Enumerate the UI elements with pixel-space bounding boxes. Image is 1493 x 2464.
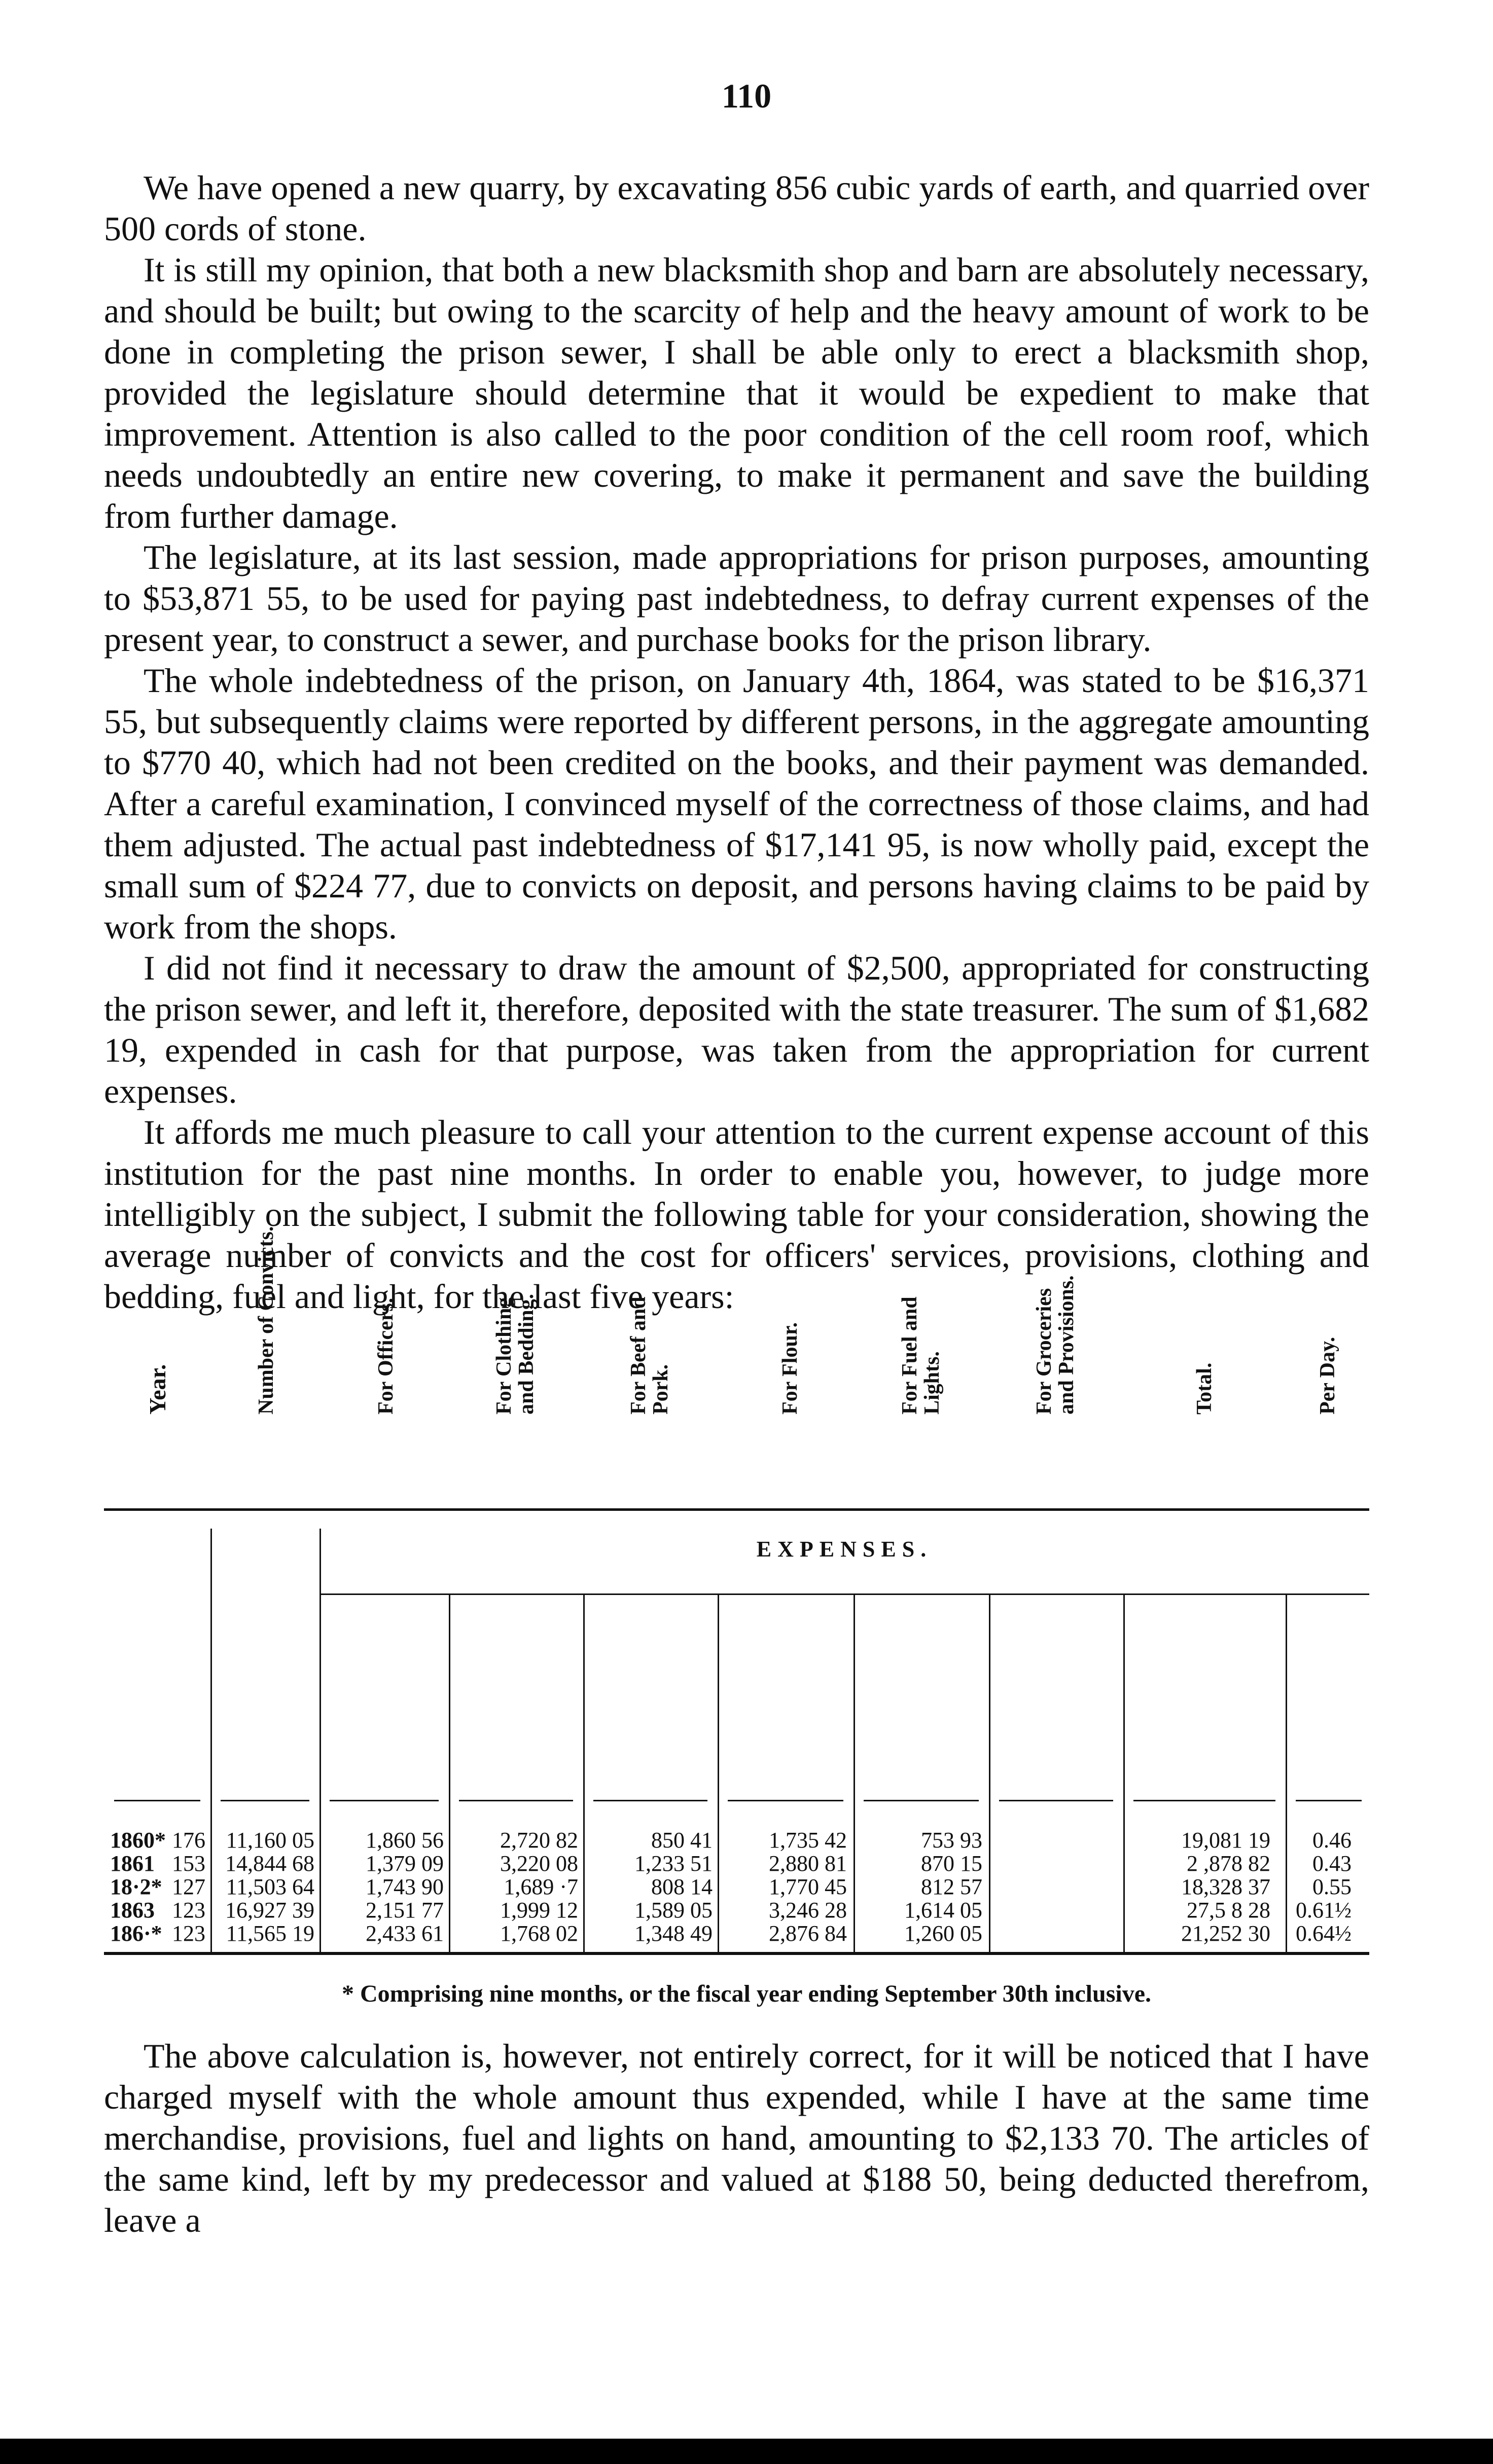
cell-groceries: 812 57 xyxy=(921,1874,982,1899)
table-row xyxy=(104,1875,1369,1899)
header-per-day-label: Per Day. xyxy=(1316,1336,1339,1415)
header-underline xyxy=(999,1800,1113,1801)
cell-officers: 11,503 64 xyxy=(226,1874,314,1899)
header-underline xyxy=(728,1800,843,1801)
cell-fuel: 2,880 81 xyxy=(769,1851,847,1876)
table-bottom-rule xyxy=(104,1952,1369,1955)
cell-groceries: 753 93 xyxy=(921,1828,982,1853)
header-underline xyxy=(864,1800,979,1801)
cell-beef: 2,720 82 xyxy=(500,1828,578,1853)
page-number: 110 xyxy=(721,77,772,115)
header-underline xyxy=(593,1800,707,1801)
cell-clothing: 2,151 77 xyxy=(366,1898,444,1923)
header-clothing xyxy=(493,1294,538,1415)
cell-total: 19,081 19 xyxy=(1181,1828,1270,1853)
header-year xyxy=(147,1364,169,1415)
body-text xyxy=(104,167,1369,1317)
header-underline xyxy=(330,1800,439,1801)
cell-convicts: 176 xyxy=(172,1828,205,1853)
header-groceries xyxy=(1033,1275,1078,1415)
cell-groceries: 1,614 05 xyxy=(904,1898,982,1923)
cell-flour: 808 14 xyxy=(651,1874,713,1899)
header-underline xyxy=(221,1800,309,1801)
header-groceries-line-1: For Groceries xyxy=(1033,1288,1056,1415)
cell-convicts: 153 xyxy=(172,1851,205,1876)
header-groceries-line-2: and Provisions. xyxy=(1055,1275,1078,1415)
cell-per-day: 0.43 xyxy=(1312,1851,1352,1876)
header-underline xyxy=(459,1800,573,1801)
header-beef-line-2: Pork. xyxy=(649,1364,672,1415)
table-row xyxy=(104,1899,1369,1922)
cell-convicts: 123 xyxy=(172,1921,205,1946)
header-flour xyxy=(779,1322,801,1415)
cell-clothing: 1,743 90 xyxy=(366,1874,444,1899)
cell-flour: 850 41 xyxy=(651,1828,713,1853)
cell-beef: 1,689 ·7 xyxy=(504,1874,578,1899)
cell-total: 21,252 30 xyxy=(1181,1921,1270,1946)
header-per-day xyxy=(1317,1337,1339,1415)
cell-per-day: 0.46 xyxy=(1312,1828,1352,1853)
cell-flour: 1,348 49 xyxy=(634,1921,713,1946)
cell-year: 1861 xyxy=(110,1851,155,1876)
cell-officers: 11,565 19 xyxy=(226,1921,314,1946)
cell-officers: 14,844 68 xyxy=(225,1851,314,1876)
cell-year: 1860* xyxy=(110,1828,166,1853)
cell-clothing: 1,860 56 xyxy=(366,1828,444,1853)
header-underline xyxy=(114,1800,200,1801)
header-officers xyxy=(375,1298,397,1415)
cell-officers: 16,927 39 xyxy=(225,1898,314,1923)
header-fuel-line-1: For Fuel and xyxy=(898,1296,921,1415)
header-beef xyxy=(627,1296,672,1415)
header-clothing-line-2: and Bedding. xyxy=(515,1293,538,1415)
table-footnote: * Comprising nine months, or the fiscal year ending September 30th inclusive. xyxy=(341,1980,1152,2007)
cell-per-day: 0.61½ xyxy=(1296,1898,1352,1923)
cell-fuel: 2,876 84 xyxy=(769,1921,847,1946)
scan-bottom-band xyxy=(0,2439,1493,2464)
cell-fuel: 3,246 28 xyxy=(769,1898,847,1923)
paragraph-quarry: We have opened a new quarry, by excavating 856 cubic yards of earth, and quarried over 500 cords of stone. xyxy=(104,168,1369,248)
table-row xyxy=(104,1922,1369,1945)
paragraph-sewer: I did not find it necessary to draw the amount of $2,500, appropriated for constructing the prison sewer, and left it, therefore, deposited with the state treasurer. The sum of $1,682 19, expended in cash for that purpose, was taken from the appropriation for current expenses. xyxy=(104,949,1369,1110)
cell-total: 18,328 37 xyxy=(1181,1874,1270,1899)
paragraph-calculation: The above calculation is, however, not entirely correct, for it will be noticed that I have charged myself with the whole amount thus expended, while I have at the same time merchandise, provisions, fuel and lights on hand, amounting to $2,133 70. The articles of the same kind, left by my predecessor and valued at $188 50, being deducted therefrom, leave a xyxy=(104,2037,1369,2239)
header-year-label: Year. xyxy=(145,1364,170,1415)
cell-clothing: 1,379 09 xyxy=(366,1851,444,1876)
body-text-continued xyxy=(104,2036,1369,2241)
cell-fuel: 1,770 45 xyxy=(769,1874,847,1899)
table-row xyxy=(104,1829,1369,1852)
table-body xyxy=(104,1829,1369,1945)
header-fuel xyxy=(899,1296,943,1415)
header-clothing-line-1: For Clothing xyxy=(492,1297,516,1415)
cell-convicts: 123 xyxy=(172,1898,205,1923)
cell-officers: 11,160 05 xyxy=(226,1828,314,1853)
table-row xyxy=(104,1852,1369,1875)
cell-clothing: 2,433 61 xyxy=(366,1921,444,1946)
cell-groceries: 1,260 05 xyxy=(904,1921,982,1946)
cell-flour: 1,589 05 xyxy=(634,1898,713,1923)
cell-beef: 1,999 12 xyxy=(500,1898,578,1923)
cell-year: 186·* xyxy=(110,1921,162,1946)
expenses-group-rule xyxy=(319,1593,1369,1595)
header-officers-label: For Officers. xyxy=(374,1297,398,1415)
header-fuel-line-2: Lights. xyxy=(920,1351,944,1415)
paragraph-indebtedness: The whole indebtedness of the prison, on January 4th, 1864, was stated to be $16,371 55, but subsequently claims were reported by different persons, in the aggregate amounting to $770 40, which had not been credited on the books, and their payment was demanded. After a careful examination, I convinced myself of the correctness of those claims, and had them adjusted. The actual past indebtedness of $17,141 95, is now wholly paid, except the small sum of $224 77, due to convicts on deposit, and persons having claims to be paid by work from the shops. xyxy=(104,661,1369,946)
cell-groceries: 870 15 xyxy=(921,1851,982,1876)
header-convicts xyxy=(255,1226,277,1415)
header-beef-line-1: For Beef and xyxy=(627,1296,650,1415)
cell-total: 2 ,878 82 xyxy=(1187,1851,1270,1876)
header-flour-label: For Flour. xyxy=(778,1322,802,1415)
header-underline xyxy=(1133,1800,1275,1801)
cell-beef: 3,220 08 xyxy=(500,1851,578,1876)
cell-per-day: 0.64½ xyxy=(1296,1921,1352,1946)
cell-beef: 1,768 02 xyxy=(500,1921,578,1946)
cell-flour: 1,233 51 xyxy=(634,1851,713,1876)
table-top-rule xyxy=(104,1508,1369,1511)
header-total xyxy=(1193,1363,1216,1415)
paragraph-appropriations: The legislature, at its last session, made appropriations for prison purposes, amounting to $53,871 55, to be used for paying past indebtedness, to defray current expenses of the present year, to construct a sewer, and purchase books for the prison library. xyxy=(104,538,1369,659)
header-total-label: Total. xyxy=(1193,1362,1216,1415)
cell-fuel: 1,735 42 xyxy=(769,1828,847,1853)
paragraph-blacksmith-shop: It is still my opinion, that both a new blacksmith shop and barn are absolutely necessary, and should be built; but owing to the scarcity of help and the heavy amount of work to be done in completing the prison sewer, I shall be able only to erect a blacksmith shop, provided the legislature should determine that it would be expedient to make that improvement. Attention is also called to the poor condition of the cell room roof, which needs undoubtedly an entire new covering, to make it permanent and save the building from further damage. xyxy=(104,250,1369,535)
cell-year: 18·2* xyxy=(110,1874,162,1899)
header-underline xyxy=(1296,1800,1362,1801)
expenses-group-header: EXPENSES. xyxy=(756,1537,933,1562)
header-convicts-label: Number of Convicts. xyxy=(255,1226,278,1415)
paragraph-expense-account: It affords me much pleasure to call your attention to the current expense account of this institution for the past nine months. In order to enable you, however, to judge more intelligibly on the subject, I submit the following table for your consideration, showing the average number of convicts and the cost for officers' services, provisions, clothing and bedding, fuel and light, for the last five years: xyxy=(104,1113,1369,1316)
cell-per-day: 0.55 xyxy=(1312,1874,1352,1899)
cell-convicts: 127 xyxy=(172,1874,205,1899)
cell-year: 1863 xyxy=(110,1898,155,1923)
cell-total: 27,5 8 28 xyxy=(1187,1898,1270,1923)
